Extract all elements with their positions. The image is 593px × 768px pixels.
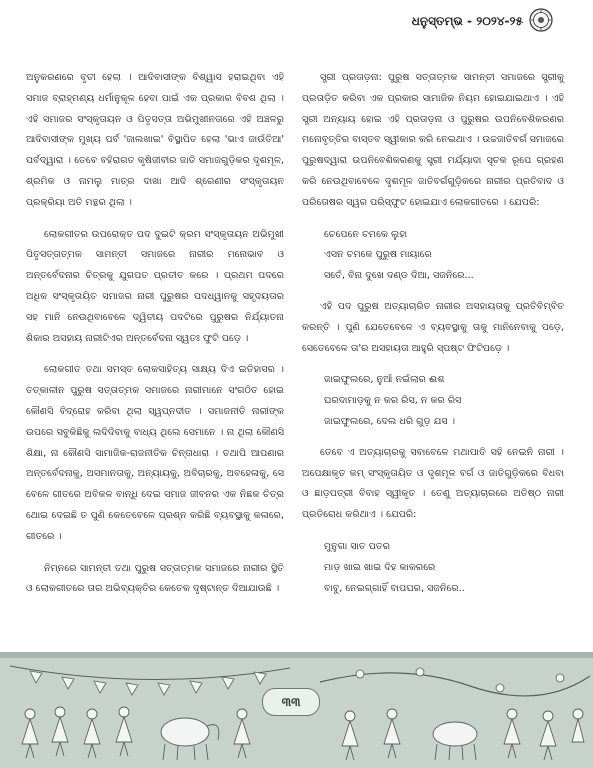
verse-line: ଜାଇଫୁଲରେ, ନୁଆଁ ନଇଁଲାର ଈଶ	[324, 374, 445, 386]
verse-line: ସତେଁ, ବିନା ଦୁଖେ ଦଣ୍ଡ ଦିଆ, ସଜନିରେ...	[324, 270, 474, 282]
circular-seal-icon	[529, 8, 553, 32]
page-header	[0, 8, 593, 34]
verse-line: ବାବୁ, ନେଇଗ୍ଗାହିଁ ବାପଘର, ସଜନିରେ..	[324, 582, 465, 594]
verse-line: ଜାଇଫୁଲରେ, ଦେଲ ଧରି ଗୁଡ଼ ଯସ ।	[324, 415, 456, 427]
page-number: ୩୩	[262, 688, 320, 716]
paragraph: ଲୋକଗୀତର ଉପରୋକ୍ତ ପଦ ଦୁଇଟି କ୍ରମ ସଂସ୍କୃତାୟନ ଅଭିମୁଖୀ ପିତୃସତ୍ତାତ୍ମକ ସାମନ୍ତୀ ସମାଜରେ ନାରୀର ମନୋଭାବ ଓ ଅନ୍ତର୍ବେଦନାର ଚିତ୍ରକୁ ଯୁଗପତ ପ୍ରତୀତ କରେ । ପ୍ରଥମ ପଦରେ ଅଧିକ ସଂସ୍କୃତାୟିତ ସମାଜର ନାରୀ ପୁରୁଷର ପଦଧ୍ୱାନକୁ ସହୃଦୟତାର ସହ ମାନି ନେଉଥିବାବେଳେ ଦ୍ୱିତୀୟ ପଦଟିରେ ପୁରୁଷର ନିର୍ଯ୍ୟାତନା ଶିକାର ଅସହାୟ ନାରୀଟିଏର ଅନ୍ତର୍ବେଦନା ସ୍ୱତଃ ଫୁଟି ପଡ଼େ ।	[26, 228, 284, 344]
paragraph: ସ୍ତ୍ରୀ ପ୍ରତାଡ଼ନା: ପୁରୁଷ ସତ୍ତାତ୍ମକ ସାମନ୍ତୀ ସମାଜରେ ସ୍ତ୍ରୀକୁ ପ୍ରତାଡ଼ିତ କରିବା ଏକ ପ୍ରକାର ସାମାଜିକ ନିୟମ ହୋଇଯାଇଥାଏ । ଏହି ସ୍ତ୍ରୀ ଅନ୍ୟାୟ ହୋଇ ଏହି ପ୍ରତାଡ଼ନା ଓ ପୁରୁଷର ଉପନିବେଶିକରଣର ମନୋବୃତ୍ତିର ବାସ୍ତବ ସ୍ୱୀକାର କରି ନେଇଥାଏ । ଉଚ୍ଚଜାତିବର୍ଗ ସମାଜରେ ପୁରୁଷଦ୍ୱାରା ଉପନିବେଶିକରଣକୁ ସ୍ତ୍ରୀ ମର୍ଯ୍ୟାଦା ସୂଚକ ରୂପେ ଗ୍ରହଣ କରି ନେଉଥିବାବେଳେ ଦୃଶମୂଳ ଜାତିବର୍ଗଗୁଡ଼ିକରେ ନାରୀର ପ୍ରତିବାଦ ଓ ପରିତୋଷର ସ୍ୱର ପରିସ୍ଫୁଟ ହୋଇଯାଏ ଲୋକଗୀତରେ । ଯେପରି:	[302, 72, 564, 208]
verse-line: ଘରଦାମାଡ଼କୁ ନ କର ରିସ, ନ କର ରିସ	[324, 395, 462, 407]
paragraph: ଅନୁକରଣରେ ବୃତୀ ହେଲା । ଆଦିବାସୀଙ୍କ ବିଶ୍ୱାସ ହରାଇଥିବା ଏହି ସମାଜ ବ୍ରାହ୍ମଣ୍ୟ ଧର୍ମାନୁକୂଳ ହେବା ପାଇଁ ଏକ ପ୍ରକାର ବିବଶ ଥିଲା । ଏହି ସମାଜର ସଂସ୍କୃତାୟନ ଓ ପିତୃସତ୍ତା ଅଭିମୁଖୀନତାରେ ଏହି ଅଞ୍ଚଳରୁ ଆଦିବାସୀଙ୍କ ମୁଖ୍ୟ ପର୍ବ 'ଜାଲଖାଇ' ବିସ୍ଥାପିତ ହେଲା 'ଭାଏ ଜାଉଁତିଆ' ପର୍ବଦ୍ୱାରା । ତେବେ ବହିରାଗତ କୃଷିଜୀବୀର ଜାତି ସମାଜଗୁଡ଼ିକର ଦୃଶମୂଳ, ଶ୍ରମିକ ଓ ନାମଲୁ ମାତ୍ର ଦାଖା ଆଦି ଶ୍ରେଣୀର ସଂସ୍କୃତାୟନ ପ୍ରକ୍ରିୟା ଅତି ମନ୍ଥର ଥିଲା ।	[26, 72, 284, 208]
folk-song-verse	[324, 225, 564, 287]
right-column	[302, 68, 564, 609]
verse-line: ଚେପେନେ ଚମକେ ଲୁହା	[324, 228, 408, 240]
paragraph: ଏହି ପଦ ପୁରୁଷ ଅତ୍ୟାଚାରିତ ନାରୀର ଅସହାୟତାକୁ ପ୍ରତିବିମ୍ବିତ କରନ୍ତି । ପୁଣି ଯେତେବେଳେ ଏ ବ୍ୟବସ୍ଥାକୁ ତାକୁ ମାନିନେବାକୁ ପଡ଼େ, ସେତେବେଳେ ତା'ର ଅସହାୟତା ଆହୁରି ସ୍ପଷ୍ଟ ଫିଟିପଡ଼େ ।	[302, 300, 564, 354]
paragraph: ଲୋକଗୀତ ତଥା ସମସ୍ତ ଲୋକସାହିତ୍ୟ ସାକ୍ଷ୍ୟ ଦିଏ ଇତିହାସର । ତତ୍କାଳୀନ ପୁରୁଷ ସତ୍ତାତ୍ମକ ସମାଜରେ ନାରୀମାନେ ସଂଗଠିତ ହୋଇ କୌଣସି ବିଦ୍ରୋହ କରିବା ଥିଲା ସ୍ୱପ୍ନଦୀତ । ସମାଜନୀତି ନାରୀଙ୍କ ଉପରେ ସବୁକିଛିକୁ ଲଦିଦିବାକୁ ବାଧ୍ୟ ଥିଲେ ସେମାନେ । ନା ଥିଲା କୌଣସି ଶିକ୍ଷା, ନା କୌଣସି ସାମାଜିକ-ରାଜନୀତିକ ଚିନ୍ତାଧାରା । ତଥାପି ଆପଣାର ଅନ୍ତର୍ବେଦନାକୁ, ଅସମାନତାକୁ, ଅନ୍ୟାୟକୁ, ଅବିଚାରକୁ, ଅବହେଳାକୁ, ସେ ବେଳେ ଗୀତରେ ଅବିକଳ ବାନ୍ଧି ଦେଇ ସମାଜ ଜୀବନର ଏକ ନିଛକ ଚିତ୍ର ଥୋଇ ଦେଇଛି ତ ପୁଣି କେତେବେଳେ ପ୍ରଶ୍ନ କରିଛି ବ୍ୟବସ୍ଥାକୁ କଳାରେ, ଗୀତରେ ।	[26, 364, 284, 542]
journal-title: ଧନୁସ୍ତମ୍ଭ - ୨୦୨୪-୨୫	[411, 14, 523, 28]
verse-line: ଏସନ ଚମକେ ପୁରୁଷ ମାୟାରେ	[324, 249, 432, 261]
verse-line: ମୁନୁଗା ସାତ ପତର	[324, 540, 391, 552]
folk-song-verse	[324, 370, 564, 432]
paragraph: ତେବେ ଏ ଅତ୍ୟାଚାରକୁ ସବାବେଳେ ମଥାପାତି ସହି ନେଇନି ନାରୀ । ଅପେକ୍ଷାକୃତ କମ୍ ସଂସ୍କୃତାୟିତ ଓ ଦୃଶମୂଳ ବର୍ଗ ଓ ଜାତିଗୁଡ଼ିକରେ ବିଧବା ଓ ଛାଡ଼ପତ୍ରୀ ବିବାହ ସ୍ୱୀକୃତ । ତେଣୁ ଅତ୍ୟାଚାରରେ ଅତିଷ୍ଠ ନାରୀ ପ୍ରତିରୋଧ କରିଥାଏ । ଯେପରି:	[302, 446, 564, 521]
verse-line: ମାଡ଼ ଖାଇ ଖାଇ ଦିହ କାକରରେ	[324, 561, 436, 573]
left-column	[26, 68, 284, 611]
paragraph: ନିମ୍ନରେ ସାମନ୍ତୀ ତଥା ପୁରୁଷ ସତ୍ତାତ୍ମକ ସମାଜରେ ନାରୀର ସ୍ଥିତି ଓ ଲୋକଗୀତରେ ତାର ଅଭିବ୍ୟକ୍ତିର କେତେକ ଦୃଷ୍ଟାନ୍ତ ଦିଆଯାଉଛି ।	[26, 562, 284, 595]
folk-song-verse	[324, 537, 564, 599]
